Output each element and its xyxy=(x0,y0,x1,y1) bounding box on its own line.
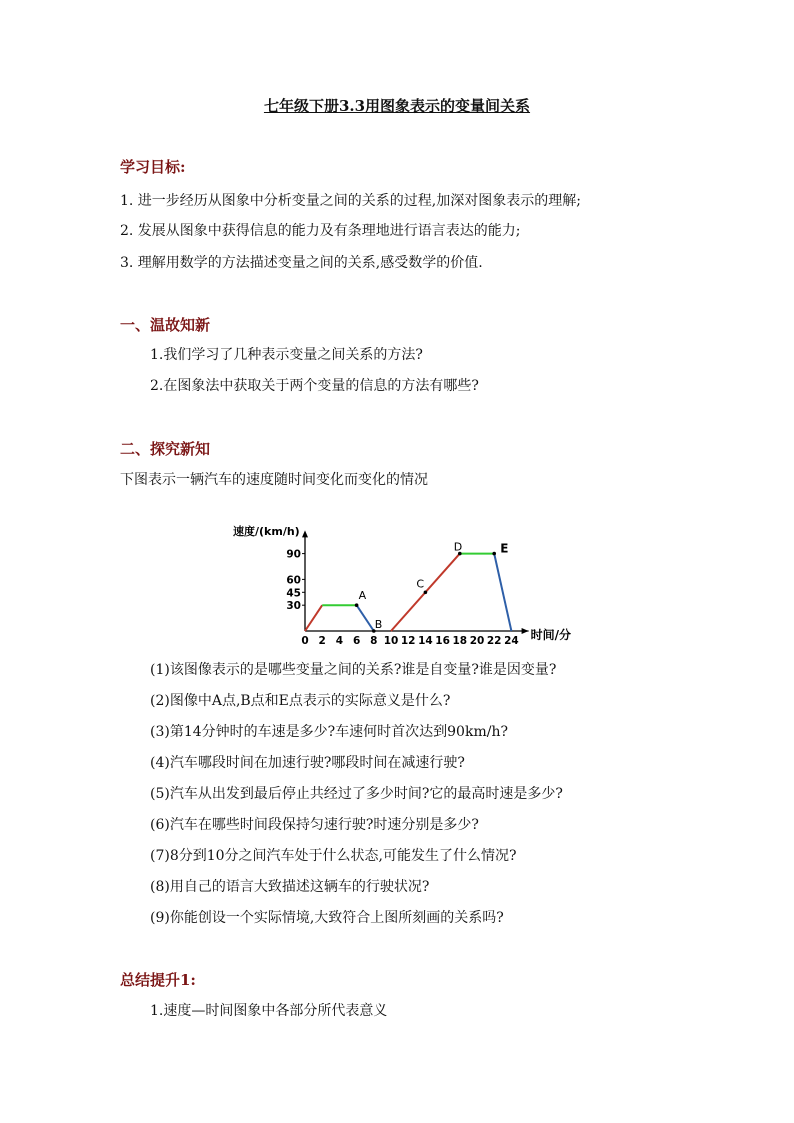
x-tick-label: 8 xyxy=(370,635,378,647)
y-tick-label: 30 xyxy=(286,600,301,613)
y-axis-arrow xyxy=(302,530,308,537)
x-axis-title: 时间/分 xyxy=(530,628,571,642)
x-tick-label: 4 xyxy=(335,635,344,647)
point-label-B: B xyxy=(374,618,383,631)
point-label-D: D xyxy=(453,540,463,554)
point-label-C: C xyxy=(416,577,425,591)
series-decelerate-1 xyxy=(357,605,374,631)
question-item: (8)用自己的语言大致描述这辆车的行驶状况? xyxy=(150,879,430,895)
review-item: 2.在图象法中获取关于两个变量的信息的方法有哪些? xyxy=(150,378,479,394)
question-item: (2)图像中A点,B点和E点表示的实际意义是什么? xyxy=(150,693,451,709)
x-axis-arrow xyxy=(522,628,529,634)
question-item: (7)8分到10分之间汽车处于什么状态,可能发生了什么情况? xyxy=(150,848,517,864)
review-item: 1.我们学习了几种表示变量之间关系的方法? xyxy=(150,347,423,363)
question-item: (5)汽车从出发到最后停止共经过了多少时间?它的最高时速是多少? xyxy=(150,786,563,802)
x-tick-label: 10 xyxy=(383,635,399,647)
series-accelerate-1 xyxy=(305,605,322,631)
question-item: (3)第14分钟时的车速是多少?车速何时首次达到90km/h? xyxy=(150,724,508,740)
goals-heading: 学习目标: xyxy=(120,158,186,176)
review-heading: 一、温故知新 xyxy=(120,316,211,334)
point-C xyxy=(424,591,428,595)
speed-time-chart xyxy=(225,515,605,650)
question-item: (6)汽车在哪些时间段保持匀速行驶?时速分别是多少? xyxy=(150,817,479,833)
point-E xyxy=(492,552,496,556)
x-tick-label: 12 xyxy=(400,635,416,647)
summary-item: 1.速度—时间图象中各部分所代表意义 xyxy=(150,1003,388,1019)
y-tick-label: 90 xyxy=(286,548,301,561)
goal-item: 1. 进一步经历从图象中分析变量之间的关系的过程,加深对图象表示的理解; xyxy=(120,193,581,209)
y-axis-title: 速度/(km/h) xyxy=(233,525,300,538)
x-tick-label: 18 xyxy=(452,635,468,647)
x-tick-label: 22 xyxy=(486,635,502,647)
x-tick-label: 14 xyxy=(418,635,433,647)
x-tick-label: 2 xyxy=(318,635,326,647)
question-item: (1)该图像表示的是哪些变量之间的关系?谁是自变量?谁是因变量? xyxy=(150,662,557,678)
x-tick-label: 6 xyxy=(352,635,361,647)
explore-intro: 下图表示一辆汽车的速度随时间变化而变化的情况 xyxy=(120,472,428,488)
goal-item: 2. 发展从图象中获得信息的能力及有条理地进行语言表达的能力; xyxy=(120,223,521,239)
page-title: 七年级下册3.3用图象表示的变量间关系 xyxy=(263,97,531,115)
x-tick-label: 24 xyxy=(504,635,519,647)
question-item: (9)你能创设一个实际情境,大致符合上图所刻画的关系吗? xyxy=(150,910,504,926)
question-item: (4)汽车哪段时间在加速行驶?哪段时间在减速行驶? xyxy=(150,755,465,771)
point-label-E: E xyxy=(500,541,509,556)
x-tick-label: 0 xyxy=(301,635,309,647)
x-tick-label: 16 xyxy=(435,635,450,647)
x-tick-label: 20 xyxy=(469,635,485,647)
goal-item: 3. 理解用数学的方法描述变量之间的关系,感受数学的价值. xyxy=(120,255,483,271)
point-label-A: A xyxy=(358,589,367,603)
summary-heading: 总结提升1: xyxy=(120,971,196,989)
y-tick-label: 60 xyxy=(286,574,301,587)
series-decelerate-2 xyxy=(494,554,511,631)
point-A xyxy=(355,603,359,607)
y-tick-label: 45 xyxy=(286,587,301,600)
explore-heading: 二、探究新知 xyxy=(120,440,211,458)
